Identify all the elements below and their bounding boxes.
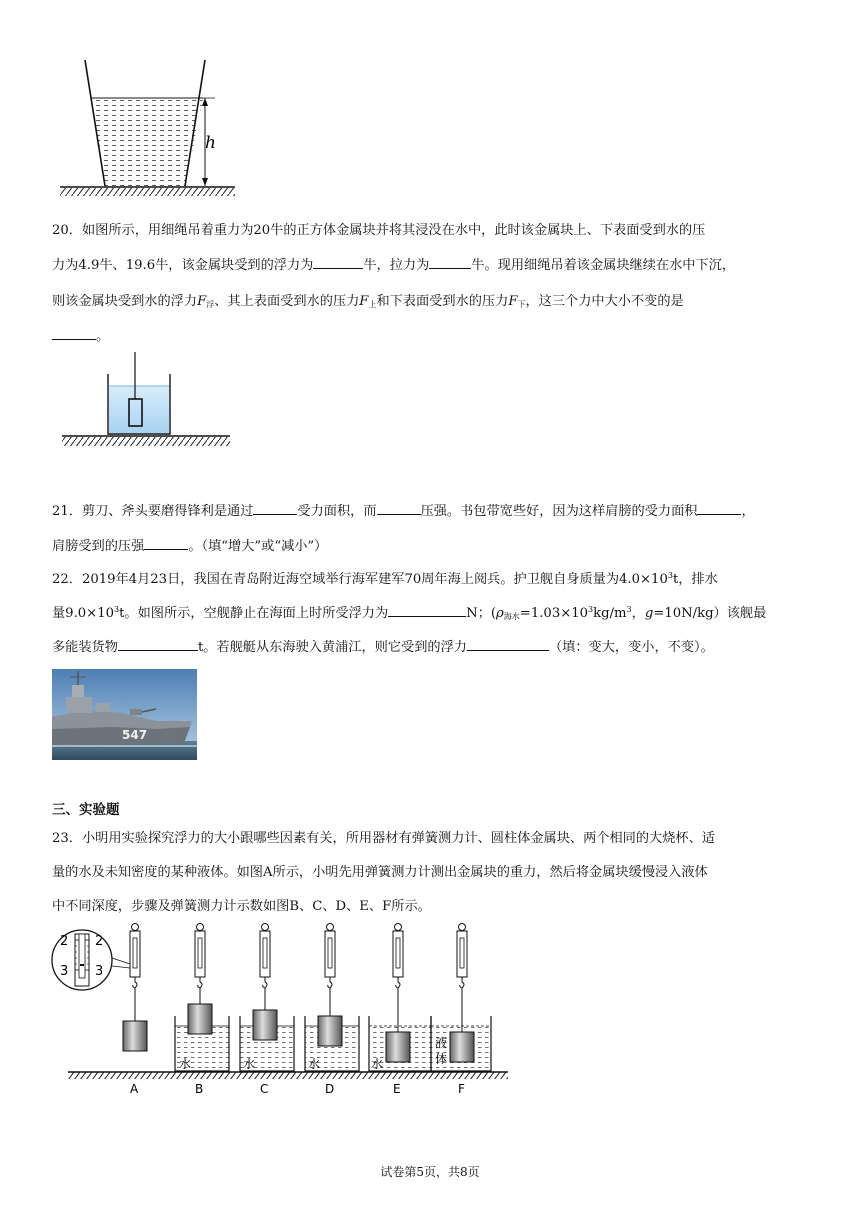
liquid-fill [91, 98, 203, 186]
q23-line-2: 量的水及未知密度的某种液体。如图A所示，小明先用弹簧测力计测出金属块的重力，然后将金属块缓慢浸入液体 [52, 865, 708, 880]
q20-line-4: 。 [52, 325, 109, 344]
water-label-C: 水 [243, 1057, 256, 1071]
q21-blank-3[interactable] [697, 501, 741, 515]
label-C: C [260, 1082, 269, 1096]
height-label-h: h [205, 133, 216, 153]
liquid-label-1: 液 [435, 1036, 448, 1050]
block-F [450, 1032, 474, 1062]
q22-line-1: 22．2019年4月23日，我国在青岛附近海空域举行海军建军70周年海上阅兵。护卫舰自身质量为$4.0\times 10^3t$，排水 [52, 571, 718, 587]
q22-blank-2[interactable] [118, 637, 198, 651]
q22-line-2: 量$9.0\times 10^3t$。如图所示，空舰静止在海面上时所受浮力为 N；($\rho_{海水}=1.03\times 10^3kg/m^3$，g=10N/kg）该舰最 [52, 605, 767, 621]
block-C [253, 1010, 277, 1040]
q23-line-3: 中不同深度，步骤及弹簧测力计示数如图B、C、D、E、F所示。 [52, 899, 431, 914]
q20-line-1: 20．如图所示，用细绳吊着重力为20牛的正方体金属块并将其浸没在水中，此时该金属块上、下表面受到水的压 [52, 223, 706, 238]
container-height-figure [55, 58, 240, 200]
beaker-block-figure [57, 344, 235, 454]
label-D: D [325, 1082, 335, 1096]
section-title-experiment: 三、实验题 [52, 802, 120, 818]
q21-blank-1[interactable] [253, 501, 297, 515]
q21-line-1: 21．剪刀、斧头要磨得锋利是通过 受力面积，而 压强。书包带宽些好，因为这样肩膀的受力面积 ， [52, 500, 755, 519]
water-label-D: 水 [308, 1057, 321, 1071]
page-footer: 试卷第5页，共8页 [380, 1165, 480, 1179]
q20-blank-2[interactable] [429, 255, 471, 269]
scale-label-3-left: 3 [60, 964, 69, 979]
spring-scale-experiment-figure [50, 920, 520, 1098]
label-F: F [458, 1082, 465, 1096]
q22-line-3: 多能装货物 t。若舰艇从东海驶入黄浦江，则它受到的浮力 （填：变大，变小，不变）。 [52, 636, 714, 655]
hull-number: 547 [122, 728, 148, 742]
scale-label-3-right: 3 [95, 964, 104, 979]
warship-photo [52, 669, 197, 760]
water-label-E: 水 [371, 1057, 384, 1071]
block-D [318, 1016, 342, 1046]
label-B: B [195, 1082, 204, 1096]
q20-line-2: 力为4.9牛、19.6牛，该金属块受到的浮力为 牛，拉力为 牛。现用细绳吊着该金属块继续在水中下沉， [52, 254, 735, 273]
q22-blank-3[interactable] [467, 637, 549, 651]
water-label-B: 水 [179, 1057, 192, 1071]
liquid-label-2: 体 [435, 1052, 448, 1066]
block-B [188, 1004, 212, 1034]
scale-label-2-left: 2 [60, 934, 69, 949]
label-E: E [393, 1082, 401, 1096]
q23-line-1: 23．小明用实验探究浮力的大小跟哪些因素有关，所用器材有弹簧测力计、圆柱体金属块、两个相同的大烧杯、适 [52, 831, 715, 846]
scale-label-2-right: 2 [95, 934, 104, 949]
q20-blank-1[interactable] [313, 255, 363, 269]
q21-blank-4[interactable] [144, 536, 188, 550]
block-E [386, 1032, 410, 1062]
q21-blank-2[interactable] [377, 501, 421, 515]
q20-line-3: 则该金属块受到水的浮力$F_浮$、其上表面受到水的压力$F_上$和下表面受到水的压力$F_下$，这三个力中大小不变的是 [52, 294, 684, 309]
q21-line-2: 肩膀受到的压强 。（填“增大”或“减小”） [52, 535, 327, 554]
block-A [123, 1021, 147, 1051]
label-A: A [130, 1082, 139, 1096]
q22-blank-1[interactable] [388, 603, 466, 617]
q20-blank-3[interactable] [52, 326, 96, 340]
